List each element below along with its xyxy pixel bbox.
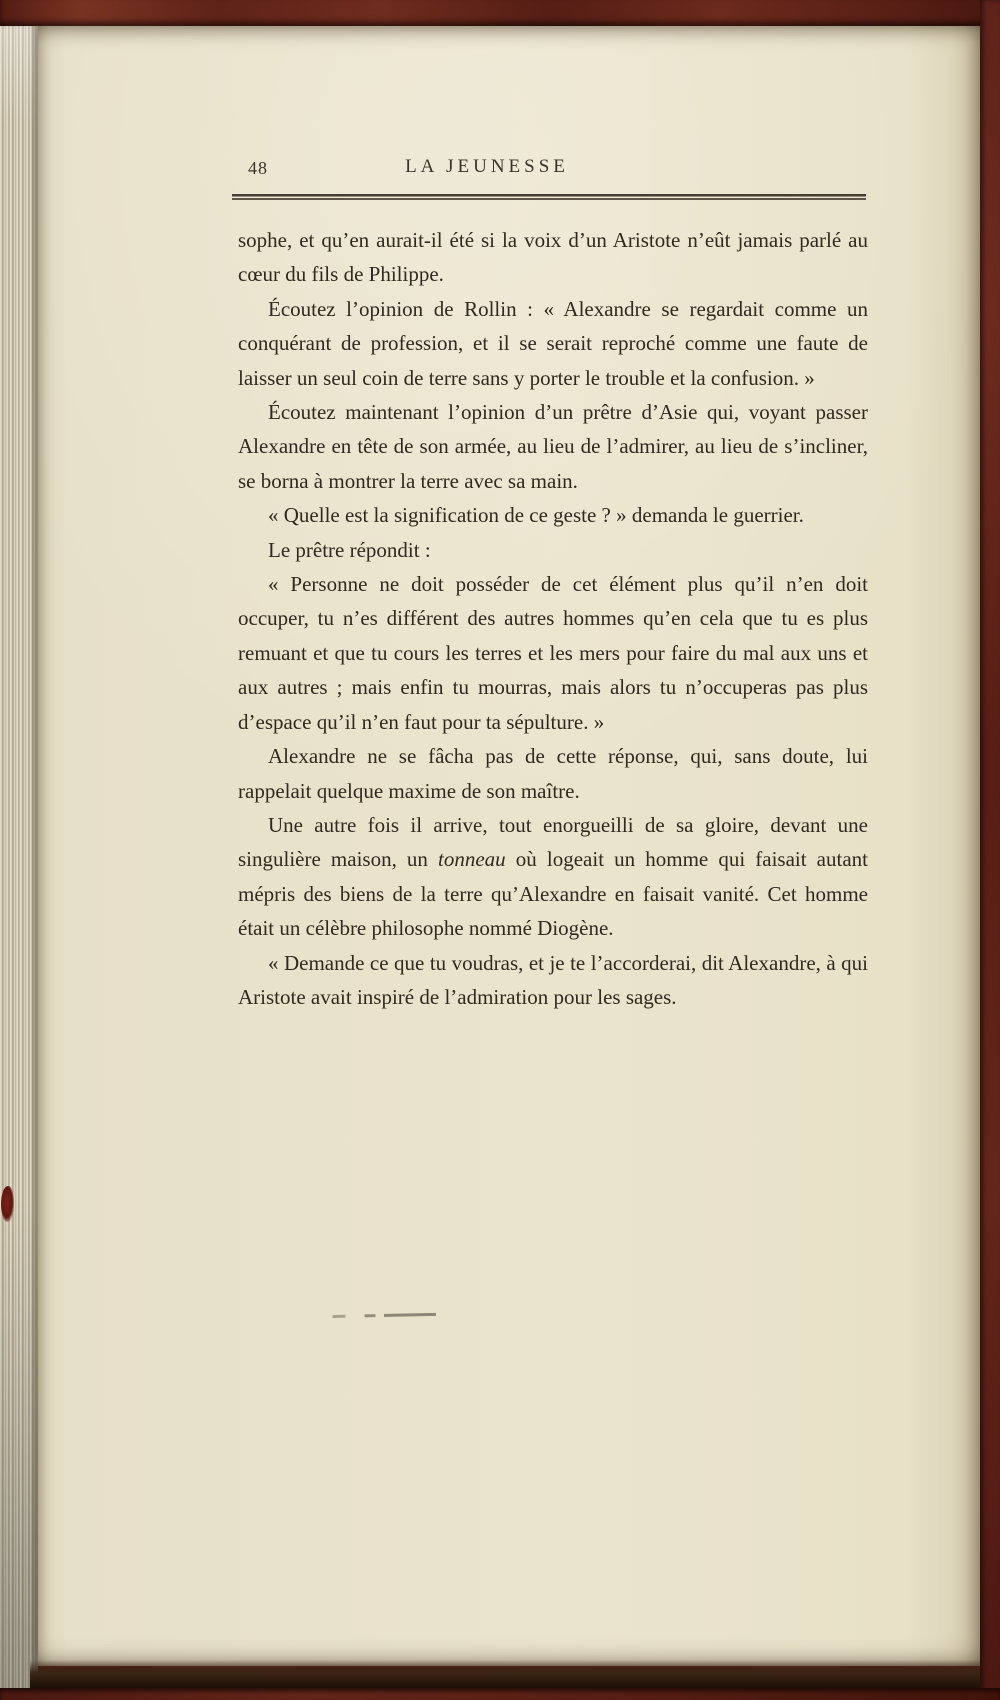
- paragraph: [238, 739, 868, 808]
- text-run: Une autre fois il arrive, tout enorgueilli de sa gloire, devant une singulière maison, un: [238, 812, 868, 872]
- paragraph: [238, 498, 868, 532]
- page-bottom-shadow: [30, 1660, 982, 1690]
- book-cover-right-edge: [980, 0, 1000, 1700]
- paragraph: [238, 946, 868, 1015]
- pencil-mark: [328, 1313, 436, 1318]
- paragraph: [238, 223, 868, 292]
- text-run: Écoutez maintenant l’opinion d’un prêtre d’Asie qui, voyant passer Alexandre en tête de son armée, au lieu de l’admirer, au lieu de s’incliner, se borna à montrer la terre avec sa main.: [238, 400, 868, 493]
- text-run: « Quelle est la signification de ce geste ? » demanda le guerrier.: [268, 503, 804, 528]
- italic-text-run: tonneau: [438, 847, 506, 872]
- paragraph: [238, 292, 868, 395]
- paragraph: [238, 395, 868, 498]
- text-run: Écoutez l’opinion de Rollin : « Alexandre se regardait comme un conquérant de profession, et il se serait reproché comme une faute de laisser un seul coin de terre sans y porter le trouble et la confusion. »: [238, 296, 868, 390]
- page-body: [238, 223, 868, 1014]
- text-run: « Demande ce que tu voudras, et je te l’accorderai, dit Alexandre, à qui Aristote avait inspiré de l’admiration pour les sages.: [238, 950, 868, 1009]
- text-run: Le prêtre répondit :: [268, 537, 431, 562]
- paragraph: [238, 567, 868, 739]
- running-title: LA JEUNESSE: [405, 156, 569, 177]
- book-cover-top-edge: [0, 0, 1000, 26]
- header-rule: [232, 194, 866, 200]
- text-run: Alexandre ne se fâcha pas de cette réponse, qui, sans doute, lui rappelait quelque maxime de son maître.: [238, 744, 868, 803]
- page-fore-edge-stack: [0, 24, 38, 1700]
- red-ink-spot: [1, 1186, 14, 1222]
- paragraph: [238, 808, 868, 946]
- paragraph: [238, 533, 868, 567]
- text-run: où logeait un homme qui faisait autant mépris des biens de la terre qu’Alexandre en faisait vanité. Cet homme était un célèbre philosophe nommé Diogène.: [238, 847, 868, 941]
- running-head: [238, 156, 866, 184]
- book-page: [38, 26, 980, 1666]
- text-run: sophe, et qu’en aurait-il été si la voix d’un Aristote n’eût jamais parlé au cœur du fils de Philippe.: [238, 228, 868, 287]
- text-run: « Personne ne doit posséder de cet élément plus qu’il n’en doit occuper, tu n’es différent des autres hommes qu’en cela que tu es plus remuant et que tu cours les terres et les mers pour faire du mal aux uns et aux autres ; mais enfin tu mourras, mais alors tu n’occuperas pas plus d’espace qu’il n’en faut pour ta sépulture. »: [238, 572, 868, 734]
- book-cover-bottom-edge: [0, 1688, 1000, 1700]
- page-number: 48: [248, 158, 268, 178]
